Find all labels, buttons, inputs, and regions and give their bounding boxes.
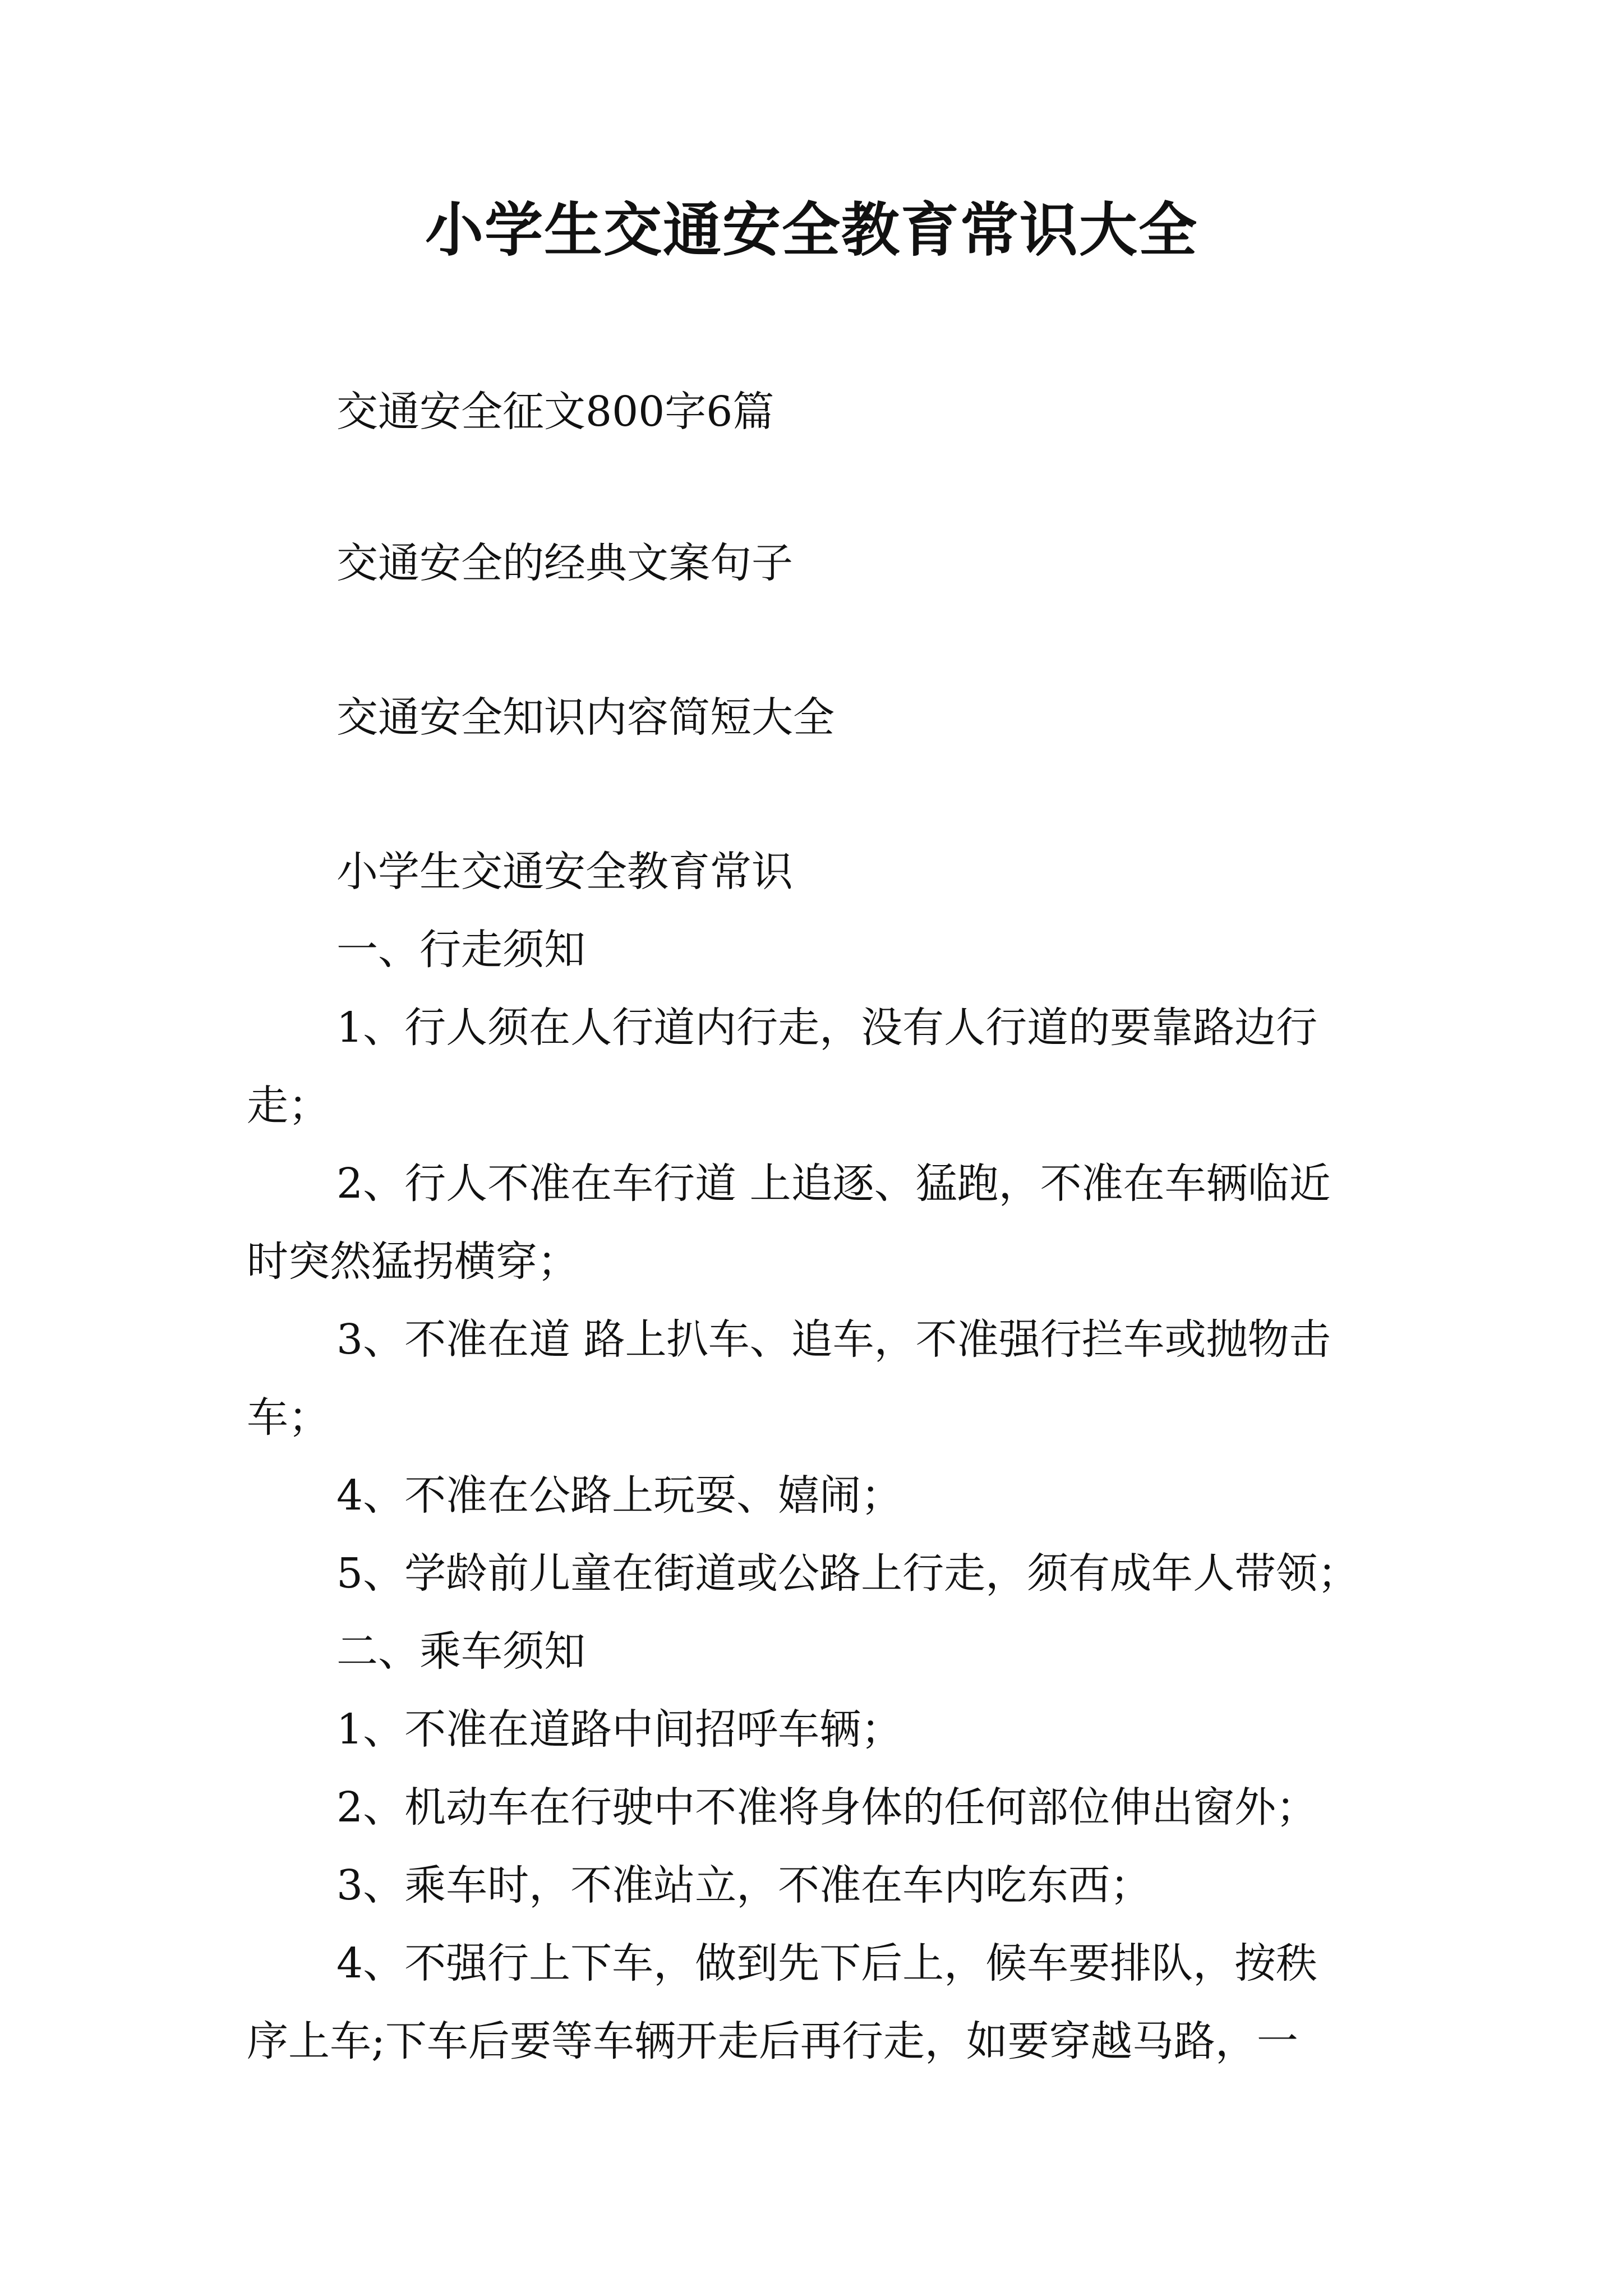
list-item-line: 2、行人不准在车行道 上追逐、猛跑，不准在车辆临近 bbox=[336, 1159, 1331, 1208]
list-item-line: 序上车;下车后要等车辆开走后再行走，如要穿越马路，一 bbox=[247, 2017, 1298, 2065]
list-item-line: 走； bbox=[247, 1082, 330, 1130]
list-item-line: 1、行人须在人行道内行走，没有人行道的要靠路边行 bbox=[336, 1004, 1318, 1052]
list-item: 1、不准在道路中间招呼车辆； bbox=[336, 1705, 903, 1754]
page-title: 小学生交通安全教育常识大全 bbox=[425, 196, 1198, 264]
list-item-line: 4、不强行上下车，做到先下后上，候车要排队，按秩 bbox=[336, 1939, 1318, 1987]
list-item: 4、不准在公路上玩耍、嬉闹； bbox=[336, 1471, 903, 1520]
list-item bbox=[247, 1301, 1391, 1457]
list-item bbox=[247, 1925, 1391, 2081]
section-heading: 小学生交通安全教育常识 bbox=[336, 848, 793, 896]
list-item bbox=[247, 989, 1391, 1145]
related-link[interactable]: 交通安全知识内容简短大全 bbox=[336, 693, 834, 742]
related-link[interactable]: 交通安全的经典文案句子 bbox=[336, 539, 793, 587]
list-item bbox=[247, 1145, 1391, 1301]
list-item-line: 时突然猛拐横穿； bbox=[247, 1237, 579, 1286]
part-heading: 一、行走须知 bbox=[336, 926, 585, 974]
list-item-line: 3、不准在道 路上扒车、追车，不准强行拦车或抛物击 bbox=[336, 1315, 1331, 1364]
list-item-line: 车； bbox=[247, 1393, 330, 1442]
list-item: 5、学龄前儿童在街道或公路上行走，须有成年人带领； bbox=[336, 1549, 1359, 1598]
list-item: 3、乘车时，不准站立，不准在车内吃东西； bbox=[336, 1861, 1152, 1910]
part-heading: 二、乘车须知 bbox=[336, 1627, 585, 1676]
related-link[interactable]: 交通安全征文800字6篇 bbox=[336, 388, 774, 436]
list-item: 2、机动车在行驶中不准将身体的任何部位伸出窗外； bbox=[336, 1783, 1318, 1832]
